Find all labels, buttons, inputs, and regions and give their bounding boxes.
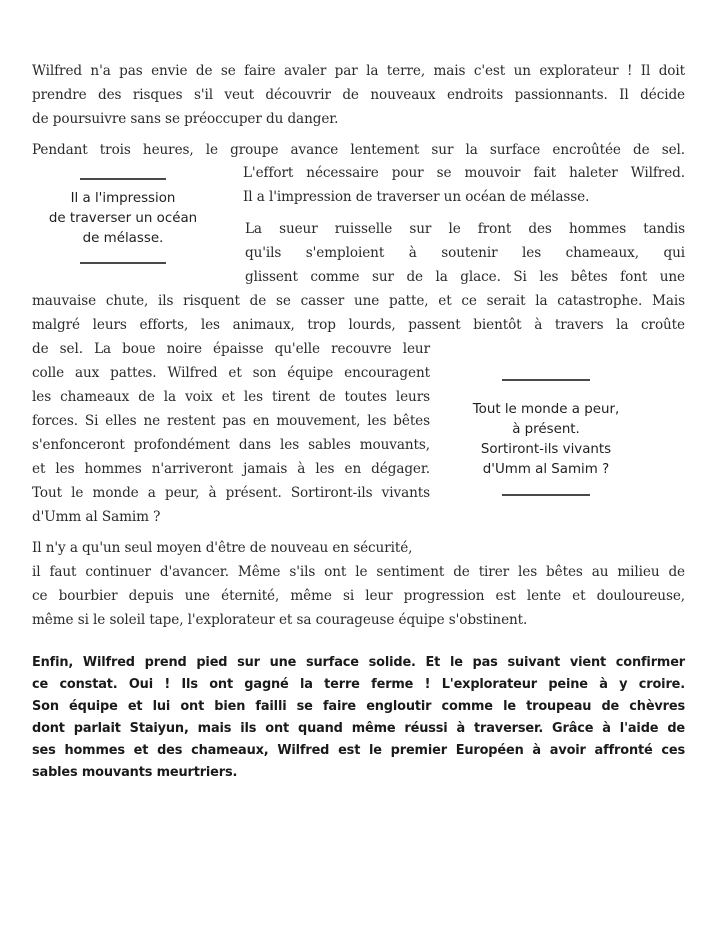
pullquote-right: [458, 400, 634, 480]
paragraph-line: de poursuivre sans se préoccuper du danger.: [32, 111, 339, 127]
pullquote-line: de mélasse.: [82, 231, 164, 246]
paragraph-line: Wilfred n'a pas envie de se faire avaler par la terre, mais c'est un explorateur ! Il doit: [32, 63, 685, 79]
pullquote-line: Il a l'impression: [70, 191, 176, 206]
paragraph-line: et les hommes n'arriveront jamais à les en dégager.: [32, 461, 430, 477]
paragraph-line: forces. Si elles ne restent pas en mouvement, les bêtes: [32, 413, 430, 429]
conclusion-line: Enfin, Wilfred prend pied sur une surface solide. Et le pas suivant vient confirmer: [32, 655, 685, 670]
paragraph-line: il faut continuer d'avancer. Même s'ils ont le sentiment de tirer les bêtes au milieu de: [32, 564, 685, 580]
paragraph-line: La sueur ruisselle sur le front des hommes tandis: [245, 221, 685, 237]
paragraph-line: les chameaux de la voix et les tirent de toutes leurs: [32, 389, 430, 405]
pullquote-rule-bottom: [80, 262, 166, 264]
paragraph-line: Il n'y a qu'un seul moyen d'être de nouveau en sécurité,: [32, 540, 413, 556]
conclusion-line: ce constat. Oui ! Ils ont gagné la terre ferme ! L'explorateur peine à y croire.: [32, 677, 685, 692]
paragraph-line: qu'ils s'emploient à soutenir les chameaux, qui: [245, 245, 685, 261]
conclusion-line: Son équipe et lui ont bien failli se faire engloutir comme le troupeau de chèvres: [32, 699, 685, 714]
pullquote-line: Tout le monde a peur,: [472, 402, 620, 417]
pullquote-line: Sortiront-ils vivants: [480, 442, 612, 457]
pullquote-line: d'Umm al Samim ?: [482, 462, 610, 477]
paragraph-line: Il a l'impression de traverser un océan de mélasse.: [243, 189, 590, 205]
conclusion-line: dont parlait Staiyun, mais ils ont quand même réussi à traverser. Grâce à l'aide de: [32, 721, 685, 736]
pullquote-left: [40, 189, 206, 249]
paragraph-line: d'Umm al Samim ?: [32, 509, 161, 525]
paragraph-line: Pendant trois heures, le groupe avance lentement sur la surface encroûtée de sel.: [32, 142, 685, 158]
conclusion-line: ses hommes et des chameaux, Wilfred est le premier Européen à avoir affronté ces: [32, 743, 685, 758]
paragraph-line: colle aux pattes. Wilfred et son équipe encouragent: [32, 365, 430, 381]
paragraph-line: malgré leurs efforts, les animaux, trop lourds, passent bientôt à travers la croûte: [32, 317, 685, 333]
paragraph-line: prendre des risques s'il veut découvrir de nouveaux endroits passionnants. Il décide: [32, 87, 685, 103]
pullquote-rule-top: [80, 178, 166, 180]
pullquote-rule-top: [502, 379, 590, 381]
paragraph-line: s'enfonceront profondément dans les sables mouvants,: [32, 437, 430, 453]
paragraph-line: glissent comme sur de la glace. Si les bêtes font une: [245, 269, 685, 285]
paragraph-line: L'effort nécessaire pour se mouvoir fait haleter Wilfred.: [243, 165, 685, 181]
pullquote-line: de traverser un océan: [48, 211, 198, 226]
paragraph-line: ce bourbier depuis une éternité, même si leur progression est lente et douloureuse,: [32, 588, 685, 604]
paragraph-line: de sel. La boue noire épaisse qu'elle recouvre leur: [32, 341, 430, 357]
paragraph-line: même si le soleil tape, l'explorateur et sa courageuse équipe s'obstinent.: [32, 612, 528, 628]
conclusion-line: sables mouvants meurtriers.: [32, 765, 238, 780]
paragraph-line: Tout le monde a peur, à présent. Sortiront-ils vivants: [32, 485, 430, 501]
pullquote-line: à présent.: [512, 422, 580, 437]
pullquote-rule-bottom: [502, 494, 590, 496]
paragraph-line: mauvaise chute, ils risquent de se casser une patte, et ce serait la catastrophe. Mais: [32, 293, 685, 309]
